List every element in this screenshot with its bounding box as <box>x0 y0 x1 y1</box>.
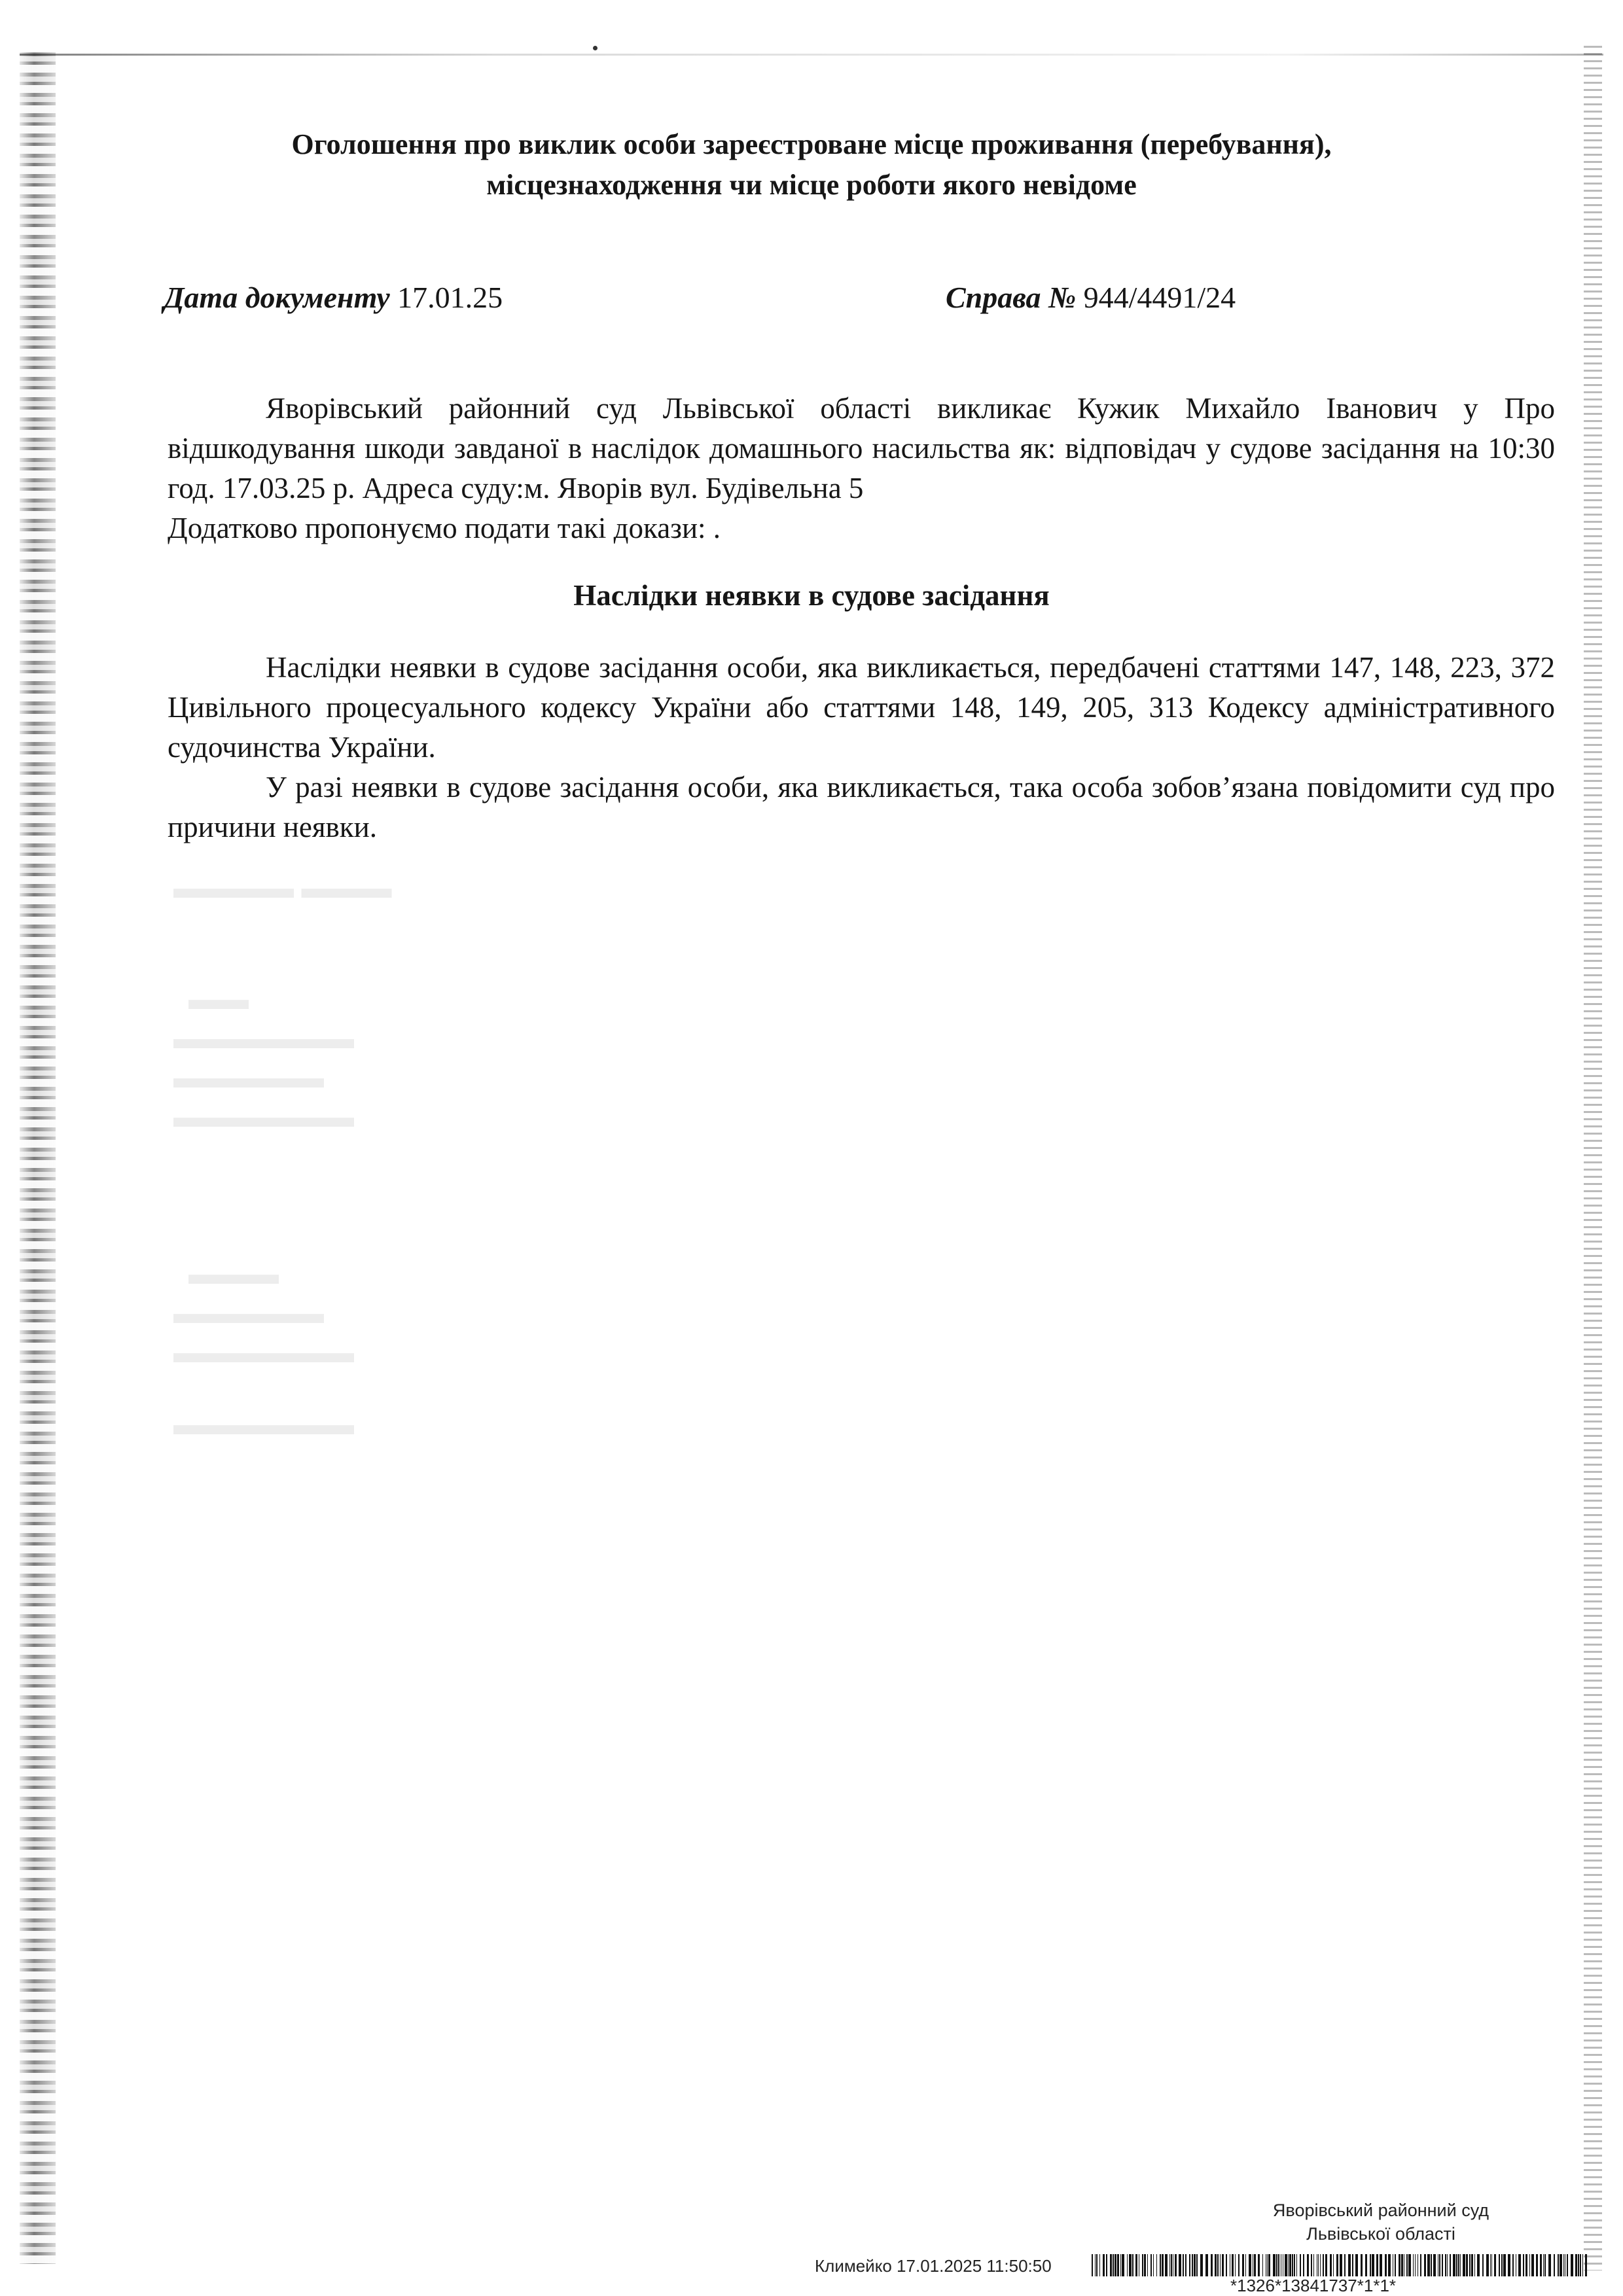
barcode-bar <box>1445 2254 1446 2276</box>
barcode-bar <box>1413 2254 1414 2276</box>
barcode-bar <box>1372 2254 1374 2276</box>
barcode-bar <box>1268 2254 1270 2276</box>
barcode-bar <box>1242 2254 1244 2276</box>
barcode-bar <box>1211 2254 1213 2276</box>
barcode-bar <box>1142 2254 1143 2276</box>
barcode-bar <box>1171 2254 1172 2276</box>
barcode-bar <box>1388 2254 1391 2276</box>
barcode-bar <box>1318 2254 1319 2276</box>
case-number-value: 944/4491/24 <box>1083 281 1236 314</box>
barcode-bar <box>1165 2254 1168 2276</box>
title-line-2: місцезнаходження чи місце роботи якого невідоме <box>486 169 1137 201</box>
document-date-row <box>164 278 503 317</box>
barcode-bar <box>1294 2254 1295 2276</box>
scan-edge-left <box>20 52 56 2264</box>
bleed-through-mark: ▬▬ <box>173 982 249 1016</box>
barcode-bar <box>1307 2254 1309 2276</box>
barcode-bar <box>1258 2254 1260 2276</box>
bleed-through-mark: ▬▬▬▬▬ <box>173 1061 324 1094</box>
barcode-bar <box>1450 2254 1451 2276</box>
barcode-bar <box>1406 2254 1408 2276</box>
case-number-row <box>946 278 1236 317</box>
consequences-block <box>168 648 1555 847</box>
barcode-bar <box>1395 2254 1396 2276</box>
barcode-bar <box>1238 2254 1240 2276</box>
barcode-bar <box>1127 2254 1128 2276</box>
barcode-bar <box>1365 2254 1367 2276</box>
barcode-bar <box>1420 2254 1421 2276</box>
barcode-bar <box>1278 2254 1279 2276</box>
barcode-bar <box>1232 2254 1234 2276</box>
barcode-bar <box>1543 2254 1544 2276</box>
barcode-bar <box>1153 2254 1154 2276</box>
barcode-bar <box>1424 2254 1426 2276</box>
clerk-timestamp: Климейко 17.01.2025 11:50:50 <box>815 2256 1052 2276</box>
barcode-bar <box>1491 2254 1492 2276</box>
barcode-bar <box>1160 2254 1161 2276</box>
barcode-bar <box>1558 2254 1559 2276</box>
barcode-bar <box>1194 2254 1196 2276</box>
barcode-bar <box>1095 2254 1096 2276</box>
barcode-bar <box>1540 2254 1542 2276</box>
barcode-bar <box>1544 2254 1546 2276</box>
barcode-bar <box>1276 2254 1277 2276</box>
barcode-bar <box>1344 2254 1346 2276</box>
barcode-bar <box>1336 2254 1338 2276</box>
barcode-bar <box>1313 2254 1314 2276</box>
barcode-bar <box>1427 2254 1430 2276</box>
barcode-bar <box>1415 2254 1416 2276</box>
barcode-bar <box>1150 2254 1152 2276</box>
barcode-bar <box>1575 2254 1577 2276</box>
barcode-bar <box>1463 2254 1465 2276</box>
barcode-bar <box>1311 2254 1312 2276</box>
barcode-bar <box>1508 2254 1510 2276</box>
consequences-paragraph: Наслідки неявки в судове засідання особи, яка викликається, передбачені статтями 147, 148, 223, 372 Цивільного процесуального кодексу України або статтями 148, 149, 205, 313 Кодексу адміністративного судочинства України. <box>168 651 1555 764</box>
barcode-bar <box>1183 2254 1184 2276</box>
barcode-bar <box>1523 2254 1524 2276</box>
barcode-bar <box>1117 2254 1119 2276</box>
barcode-bar <box>1554 2254 1555 2276</box>
barcode-bar <box>1536 2254 1538 2276</box>
barcode-bar <box>1096 2254 1097 2276</box>
barcode-bar <box>1320 2254 1321 2276</box>
barcode-bar <box>1486 2254 1489 2276</box>
barcode-bar <box>1245 2254 1246 2276</box>
bleed-through-mark: ▬▬▬▬▬▬ <box>173 1100 354 1133</box>
barcode-bar <box>1144 2254 1146 2276</box>
barcode-bar <box>1355 2254 1358 2276</box>
barcode-bar <box>1582 2254 1583 2276</box>
barcode-bar <box>1122 2254 1124 2276</box>
document-barcode <box>1092 2254 1589 2276</box>
barcode-bar <box>1458 2254 1459 2276</box>
barcode-bar <box>1156 2254 1157 2276</box>
barcode-bar <box>1460 2254 1461 2276</box>
barcode-bar <box>1303 2254 1304 2276</box>
barcode-bar <box>1361 2254 1363 2276</box>
title-line-1: Оголошення про виклик особи зареєстроване місце проживання (перебування), <box>291 128 1332 160</box>
barcode-bar <box>1518 2254 1521 2276</box>
bleed-through-mark: ▬▬▬▬ ▬▬▬ <box>173 871 392 904</box>
barcode-bar <box>1380 2254 1382 2276</box>
document-date-label: Дата документу <box>164 281 390 314</box>
barcode-bar <box>1285 2254 1287 2276</box>
barcode-bar <box>1323 2254 1324 2276</box>
absence-notice-paragraph: У разі неявки в судове засідання особи, яка викликається, така особа зобов’язана повідомити суд про причини неявки. <box>168 771 1555 843</box>
bleed-through-mark: ▬▬▬▬▬▬ <box>173 1407 354 1441</box>
barcode-bar <box>1503 2254 1506 2276</box>
court-stamp <box>1171 2199 1590 2246</box>
barcode-bar <box>1399 2254 1400 2276</box>
case-number-label: Справа № <box>946 281 1077 314</box>
barcode-bar <box>1499 2254 1500 2276</box>
barcode-bar <box>1115 2254 1116 2276</box>
barcode-bar <box>1289 2254 1291 2276</box>
barcode-bar <box>1235 2254 1236 2276</box>
barcode-bar <box>1580 2254 1581 2276</box>
barcode-bar <box>1099 2254 1100 2276</box>
barcode-bar <box>1567 2254 1568 2276</box>
barcode-bar <box>1560 2254 1562 2276</box>
bleed-through-mark: ▬▬▬▬▬▬ <box>173 1021 354 1055</box>
barcode-bar <box>1205 2254 1208 2276</box>
barcode-bar <box>1300 2254 1301 2276</box>
barcode-bar <box>1401 2254 1403 2276</box>
barcode-bar <box>1292 2254 1293 2276</box>
barcode-bar <box>1200 2254 1203 2276</box>
barcode-bar <box>1226 2254 1227 2276</box>
barcode-bar <box>1220 2254 1221 2276</box>
document-title <box>196 124 1427 205</box>
barcode-bar <box>1333 2254 1334 2276</box>
barcode-bar <box>1129 2254 1132 2276</box>
summons-block <box>168 389 1555 548</box>
barcode-bar <box>1175 2254 1177 2276</box>
scan-top-edge <box>20 54 1603 56</box>
barcode-bar <box>1330 2254 1332 2276</box>
barcode-bar <box>1385 2254 1387 2276</box>
barcode-bar <box>1501 2254 1503 2276</box>
barcode-bar <box>1196 2254 1198 2276</box>
barcode-bar <box>1110 2254 1112 2276</box>
barcode-bar <box>1147 2254 1148 2276</box>
barcode-bar <box>1482 2254 1484 2276</box>
barcode-bar <box>1103 2254 1105 2276</box>
barcode-bar <box>1525 2254 1527 2276</box>
barcode-bar <box>1585 2254 1587 2276</box>
barcode-bar <box>1466 2254 1468 2276</box>
barcode-bar <box>1273 2254 1275 2276</box>
barcode-bar <box>1442 2254 1443 2276</box>
barcode-bar <box>1494 2254 1496 2276</box>
barcode-bar <box>1340 2254 1342 2276</box>
barcode-bar <box>1376 2254 1378 2276</box>
barcode-bar <box>1348 2254 1351 2276</box>
barcode-bar <box>1477 2254 1480 2276</box>
barcode-bar <box>1469 2254 1471 2276</box>
barcode-bar <box>1474 2254 1475 2276</box>
barcode-bar <box>1135 2254 1137 2276</box>
court-stamp-line-1: Яворівський районний суд <box>1272 2200 1489 2220</box>
barcode-bar <box>1249 2254 1251 2276</box>
barcode-bar <box>1431 2254 1432 2276</box>
barcode-bar <box>1512 2254 1514 2276</box>
barcode-bar <box>1192 2254 1193 2276</box>
bleed-through-mark: ▬▬▬▬▬▬ <box>173 1335 354 1369</box>
barcode-bar <box>1471 2254 1473 2276</box>
barcode-bar <box>1217 2254 1219 2276</box>
court-stamp-line-2: Львівської області <box>1306 2224 1455 2244</box>
barcode-bar <box>1529 2254 1530 2276</box>
document-date-value: 17.01.25 <box>397 281 503 314</box>
barcode-bar <box>1262 2254 1263 2276</box>
barcode-bar <box>1113 2254 1114 2276</box>
barcode-bar <box>1571 2254 1573 2276</box>
consequences-heading: Наслідки неявки в судове засідання <box>573 579 1050 612</box>
bleed-through-mark: ▬▬▬ <box>173 1257 279 1290</box>
barcode-bar <box>1267 2254 1268 2276</box>
barcode-bar <box>1578 2254 1579 2276</box>
barcode-bar <box>1370 2254 1371 2276</box>
scan-dust-mark <box>593 46 597 50</box>
barcode-bar <box>1408 2254 1411 2276</box>
barcode-bar <box>1563 2254 1564 2276</box>
barcode-bar <box>1288 2254 1289 2276</box>
bleed-through-mark: ▬▬▬▬▬ <box>173 1296 324 1330</box>
barcode-bar <box>1092 2254 1093 2276</box>
barcode-bar <box>1433 2254 1436 2276</box>
barcode-bar <box>1296 2254 1297 2276</box>
barcode-bar <box>1222 2254 1224 2276</box>
barcode-bar <box>1439 2254 1440 2276</box>
barcode-bar <box>1352 2254 1353 2276</box>
summons-paragraph: Яворівський районний суд Львівської області викликає Кужик Михайло Іванович у Про відшкодування шкоди завданої в наслідок домашнього насильства як: відповідач у судове засідання на 10:30 год. 17.03.25 р. Адреса суду:м. Яворів вул. Будівельна 5 <box>168 392 1555 504</box>
scan-edge-right <box>1584 46 1602 2270</box>
barcode-bar <box>1179 2254 1181 2276</box>
barcode-bar <box>1490 2254 1491 2276</box>
barcode-bar <box>1447 2254 1448 2276</box>
barcode-bar <box>1254 2254 1256 2276</box>
barcode-bar <box>1106 2254 1107 2276</box>
barcode-bar <box>1215 2254 1217 2276</box>
barcode-bar <box>1453 2254 1455 2276</box>
evidence-request-line: Додатково пропонуємо подати такі докази: . <box>168 512 721 544</box>
barcode-bar <box>1548 2254 1551 2276</box>
barcode-bar <box>1132 2254 1133 2276</box>
barcode-bar <box>1162 2254 1164 2276</box>
barcode-bar <box>1531 2254 1534 2276</box>
barcode-bar <box>1456 2254 1457 2276</box>
barcode-bar <box>1325 2254 1327 2276</box>
barcode-number: *1326*13841737*1*1* <box>1230 2276 1397 2295</box>
barcode-bar <box>1120 2254 1121 2276</box>
barcode-bar <box>1169 2254 1170 2276</box>
barcode-bar <box>1185 2254 1186 2276</box>
barcode-bar <box>1189 2254 1190 2276</box>
